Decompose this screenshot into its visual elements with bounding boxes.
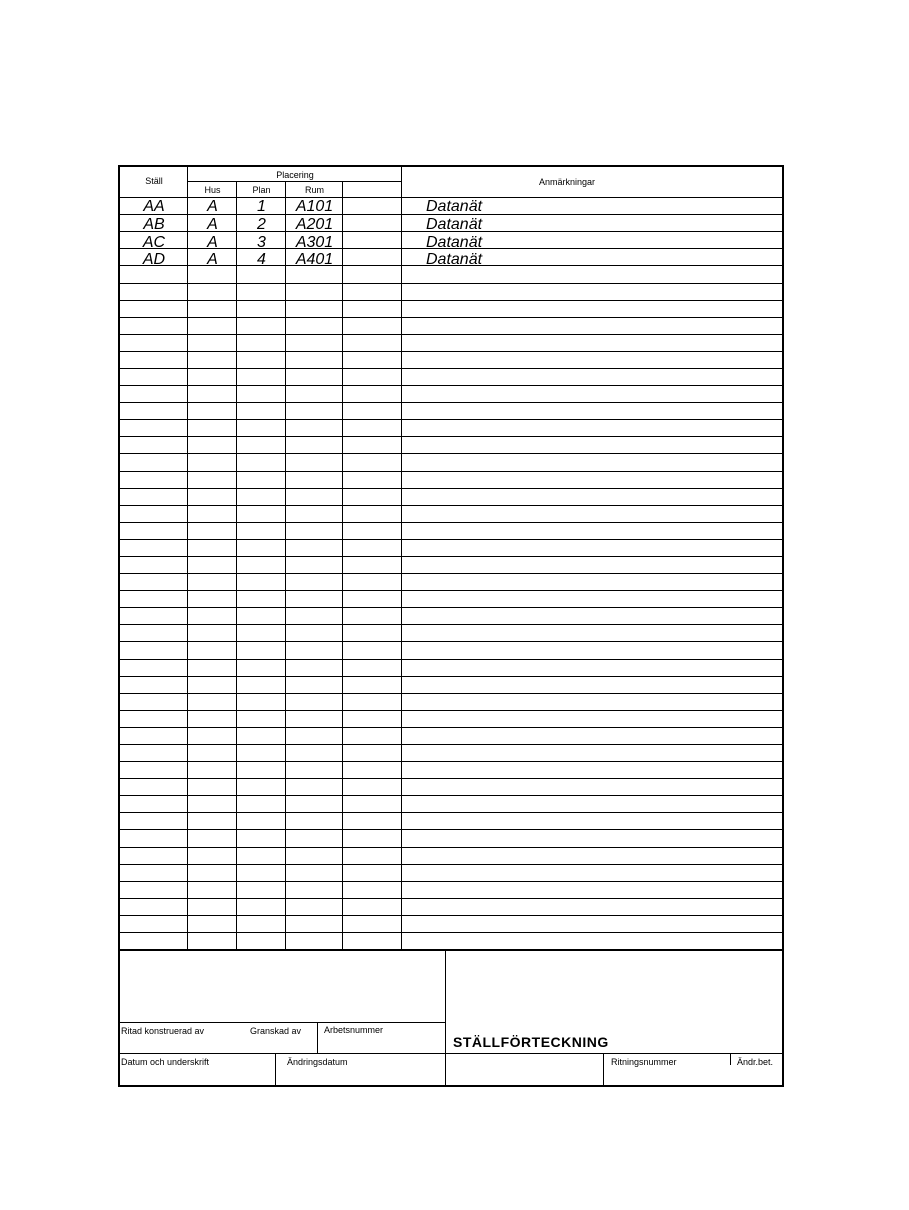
title-block-divider xyxy=(445,949,446,1087)
row-line xyxy=(120,744,782,745)
cell-plan: 2 xyxy=(257,216,266,233)
cell-stall: AB xyxy=(143,216,165,233)
cell-note: Datanät xyxy=(426,234,483,251)
row-line xyxy=(120,641,782,642)
cell-rum: A401 xyxy=(295,251,334,268)
row-line xyxy=(120,761,782,762)
row-line xyxy=(120,539,782,540)
header-anmarkningar: Anmärkningar xyxy=(538,177,596,187)
row-line xyxy=(120,915,782,916)
cell-note: Datanät xyxy=(426,198,483,215)
signature-line xyxy=(120,1022,446,1023)
label-ritad: Ritad konstruerad av xyxy=(121,1026,205,1036)
row-line xyxy=(120,385,782,386)
header-rum: Rum xyxy=(304,185,324,195)
row-line xyxy=(120,898,782,899)
placering-divider xyxy=(188,181,402,182)
row-line xyxy=(120,881,782,882)
cell-note: Datanät xyxy=(426,216,483,233)
cell-rum: A201 xyxy=(295,216,334,233)
row-line xyxy=(120,402,782,403)
label-andrbet: Ändr.bet. xyxy=(737,1057,774,1067)
row-line xyxy=(120,471,782,472)
row-line xyxy=(120,522,782,523)
cell-hus: A xyxy=(207,216,218,233)
arbetsnummer-divider xyxy=(317,1022,318,1053)
row-line xyxy=(120,864,782,865)
row-line xyxy=(120,727,782,728)
row-line xyxy=(120,436,782,437)
column-line xyxy=(401,167,402,949)
cell-note: Datanät xyxy=(426,251,483,268)
header-hus: Hus xyxy=(204,185,221,195)
row-line xyxy=(120,590,782,591)
title-block-top-line xyxy=(120,949,782,951)
header-stall: Ställ xyxy=(145,176,163,186)
cell-rum: A301 xyxy=(295,234,334,251)
label-granskad: Granskad av xyxy=(250,1026,302,1036)
date-line xyxy=(120,1053,782,1054)
row-line xyxy=(120,829,782,830)
row-line xyxy=(120,283,782,284)
row-line xyxy=(120,932,782,933)
label-ritningsnummer: Ritningsnummer xyxy=(611,1057,677,1067)
cell-plan: 4 xyxy=(257,251,266,268)
column-line xyxy=(236,181,237,949)
row-line xyxy=(120,778,782,779)
row-line xyxy=(120,676,782,677)
row-line xyxy=(120,351,782,352)
cell-stall: AC xyxy=(142,234,166,251)
cell-stall: AA xyxy=(143,198,165,215)
column-line xyxy=(342,181,343,949)
row-line xyxy=(120,624,782,625)
header-plan: Plan xyxy=(252,185,271,195)
row-line xyxy=(120,453,782,454)
form-sheet xyxy=(118,165,784,1087)
cell-hus: A xyxy=(207,251,218,268)
row-line xyxy=(120,847,782,848)
cell-hus: A xyxy=(207,198,218,215)
cell-stall: AD xyxy=(142,251,166,268)
row-line xyxy=(120,505,782,506)
row-line xyxy=(120,556,782,557)
row-line xyxy=(120,659,782,660)
row-line xyxy=(120,693,782,694)
row-line xyxy=(120,300,782,301)
cell-hus: A xyxy=(207,234,218,251)
row-line xyxy=(120,812,782,813)
document-title: STÄLLFÖRTECKNING xyxy=(453,1034,609,1050)
label-andringsdatum: Ändringsdatum xyxy=(287,1057,348,1067)
label-arbetsnummer: Arbetsnummer xyxy=(324,1025,384,1035)
row-line xyxy=(120,368,782,369)
cell-plan: 3 xyxy=(257,234,266,251)
ritningsnummer-divider xyxy=(603,1053,604,1087)
andringsdatum-divider xyxy=(275,1053,276,1087)
row-line xyxy=(120,488,782,489)
row-line xyxy=(120,607,782,608)
header-placering: Placering xyxy=(276,170,314,180)
row-line xyxy=(120,317,782,318)
row-line xyxy=(120,419,782,420)
row-line xyxy=(120,573,782,574)
label-datum: Datum och underskrift xyxy=(121,1057,210,1067)
column-line xyxy=(285,181,286,949)
cell-rum: A101 xyxy=(295,198,334,215)
row-line xyxy=(120,795,782,796)
andrbet-divider xyxy=(730,1053,731,1065)
column-line xyxy=(187,167,188,949)
cell-plan: 1 xyxy=(257,198,266,215)
row-line xyxy=(120,334,782,335)
row-line xyxy=(120,710,782,711)
